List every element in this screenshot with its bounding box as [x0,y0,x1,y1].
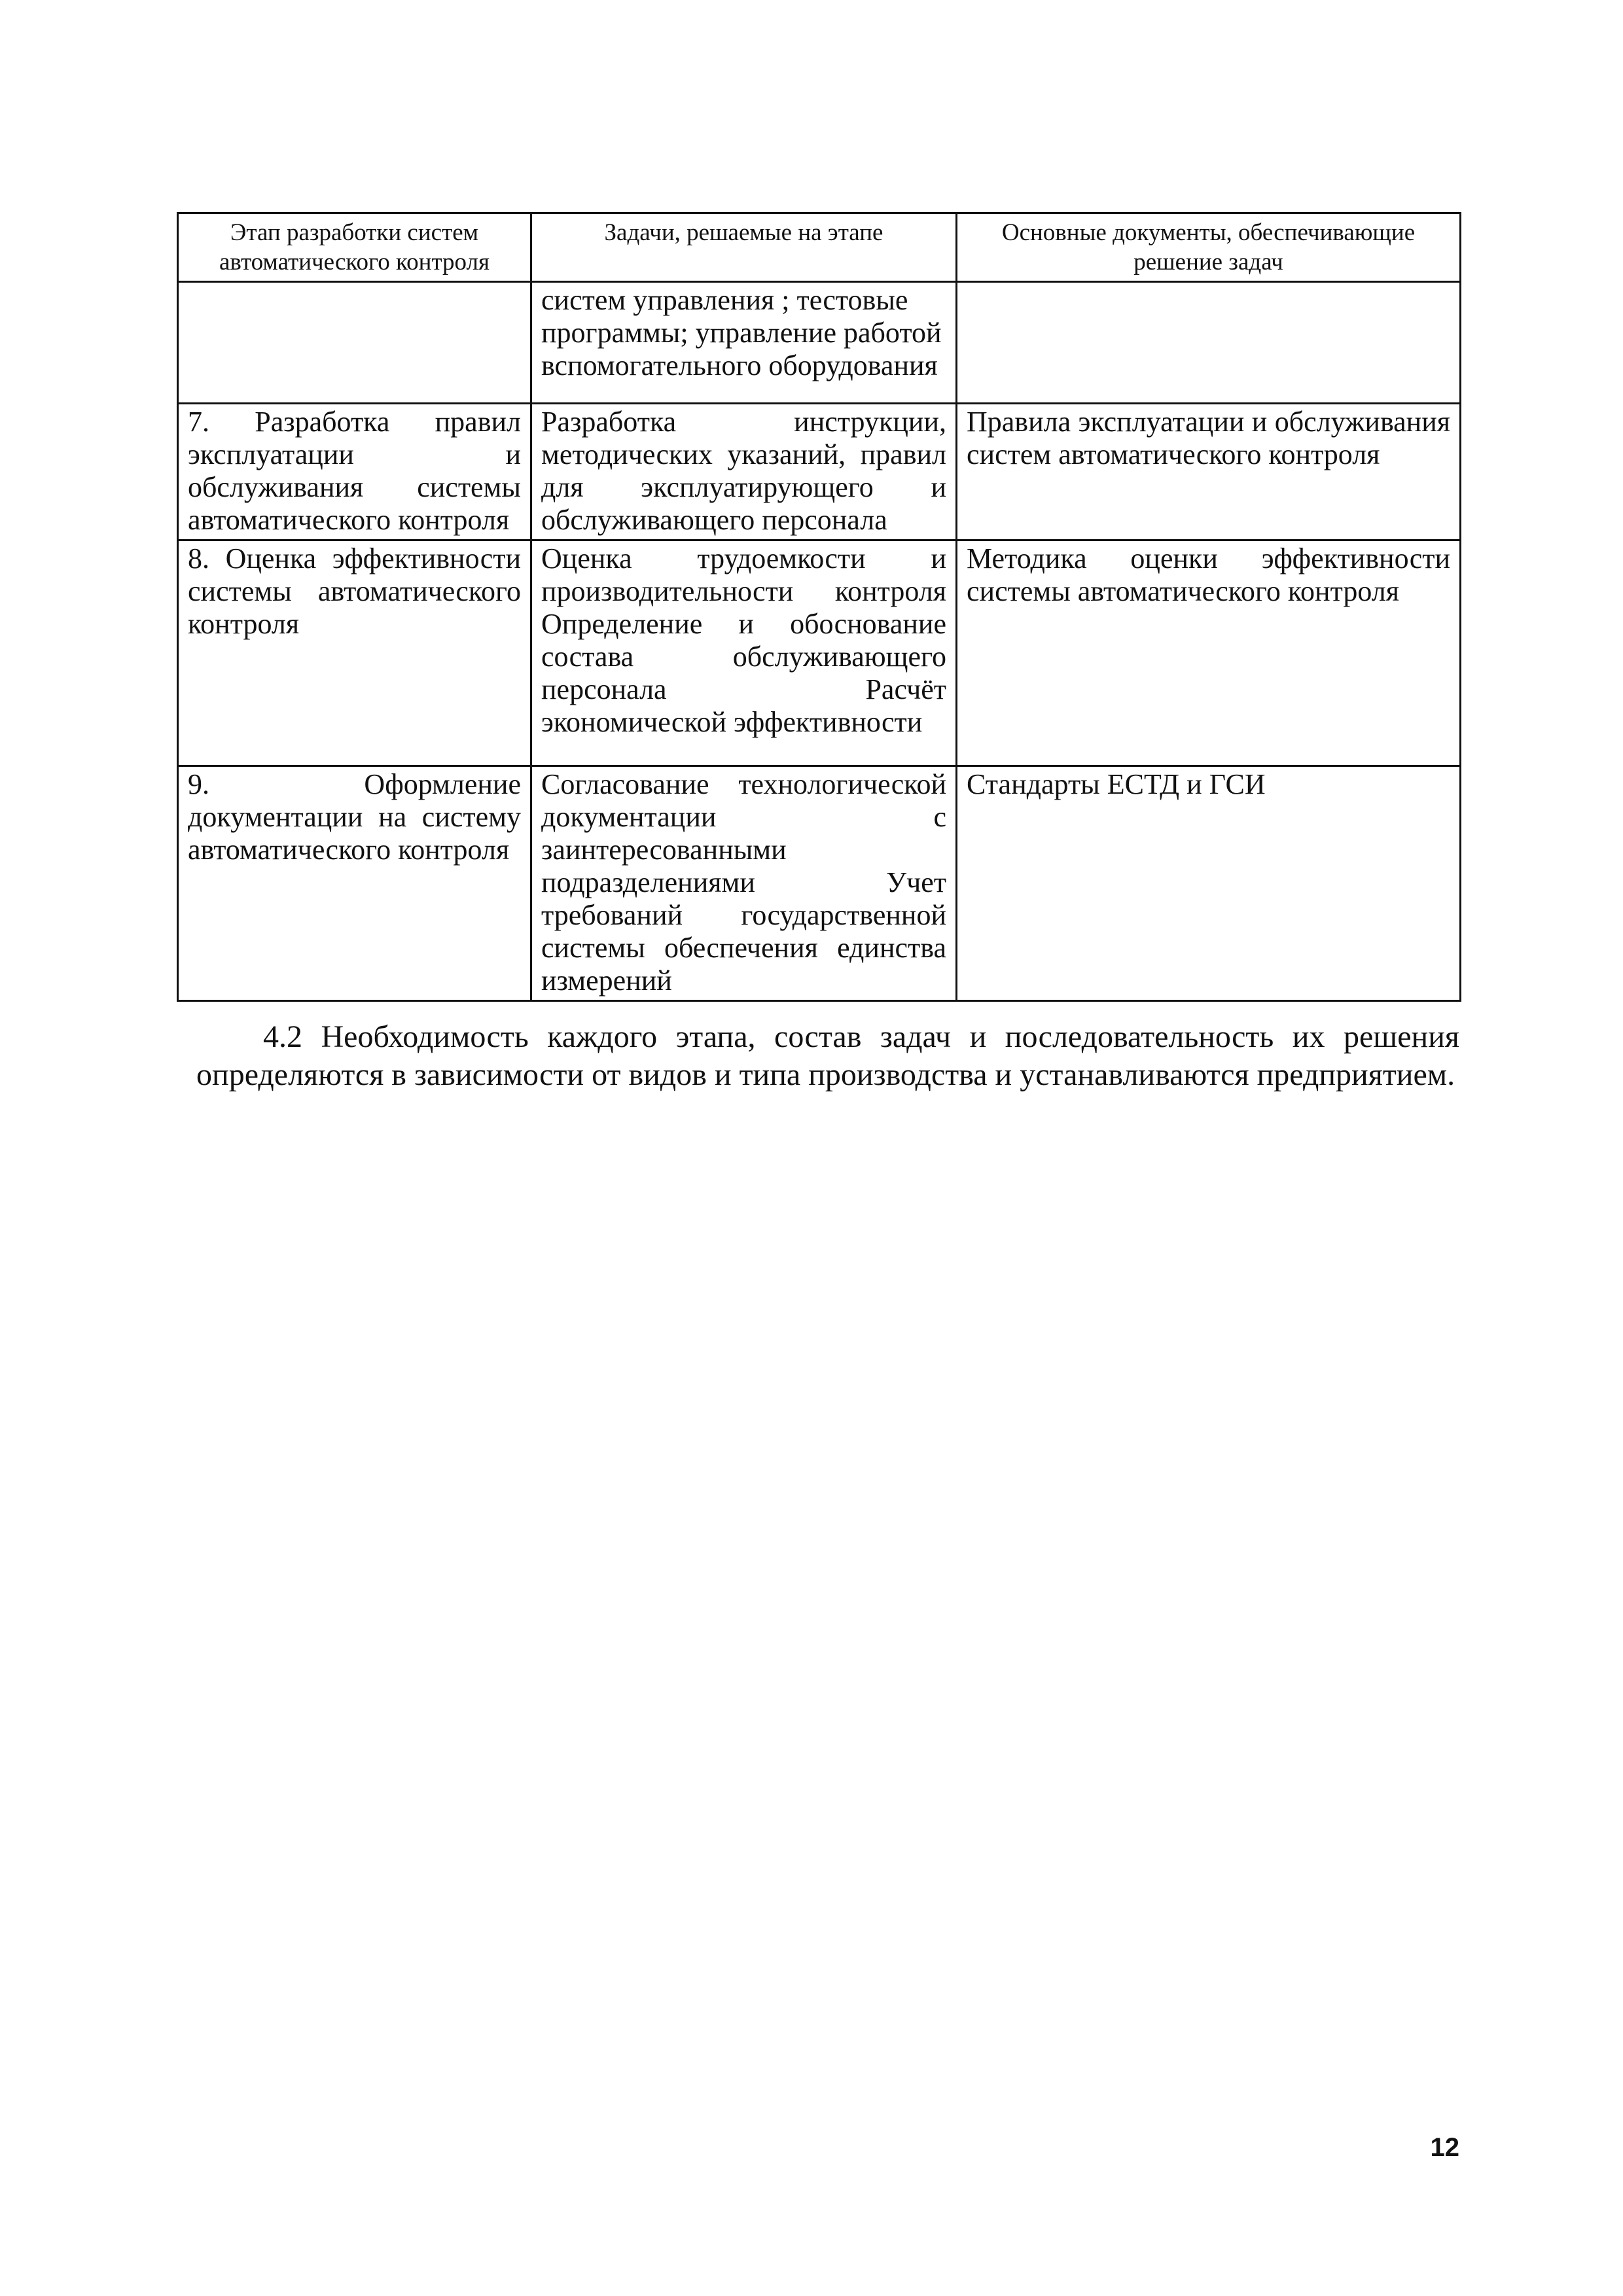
page-number: 12 [1430,2133,1459,2162]
table-row [178,540,1461,766]
table-row [178,282,1461,404]
table-row [178,766,1461,1001]
stages-table [177,212,1461,1002]
documents-cell: Стандарты ЕСТД и ГСИ [957,766,1461,1001]
tasks-cell: Оценка трудоемкости и производительности контроля Определение и обоснование состава обслуживающего персонала Расчёт экономической эффективности [531,540,957,766]
table-header-row [178,213,1461,282]
header-documents: Основные документы, обеспечивающие решение задач [957,213,1461,282]
tasks-cell: Разработка инструкции, методических указаний, правил для эксплуатирующего и обслуживающего персонала [531,404,957,540]
body-paragraph: 4.2 Необходимость каждого этапа, состав задач и последовательность их решения определяются в зависимости от видов и типа производства и устанавливаются предприятием. [196,1019,1459,1092]
stage-cell: 9. Оформление документации на систему автоматического контроля [178,766,531,1001]
documents-cell [957,282,1461,404]
stage-cell [178,282,531,404]
tasks-cell: Согласование технологической документации с заинтересованными подразделениями Учет требований государственной системы обеспечения единства измерений [531,766,957,1001]
stage-cell: 7. Разработка правил эксплуатации и обслуживания системы автоматического контроля [178,404,531,540]
documents-cell: Правила эксплуатации и обслуживания систем автоматического контроля [957,404,1461,540]
table-row [178,404,1461,540]
stage-cell: 8. Оценка эффективности системы автоматического контроля [178,540,531,766]
header-stage: Этап разработки систем автоматического контроля [178,213,531,282]
documents-cell: Методика оценки эффективности системы автоматического контроля [957,540,1461,766]
tasks-cell: систем управления ; тестовые программы; управление работой вспомогательного оборудования [531,282,957,404]
header-tasks: Задачи, решаемые на этапе [531,213,957,282]
